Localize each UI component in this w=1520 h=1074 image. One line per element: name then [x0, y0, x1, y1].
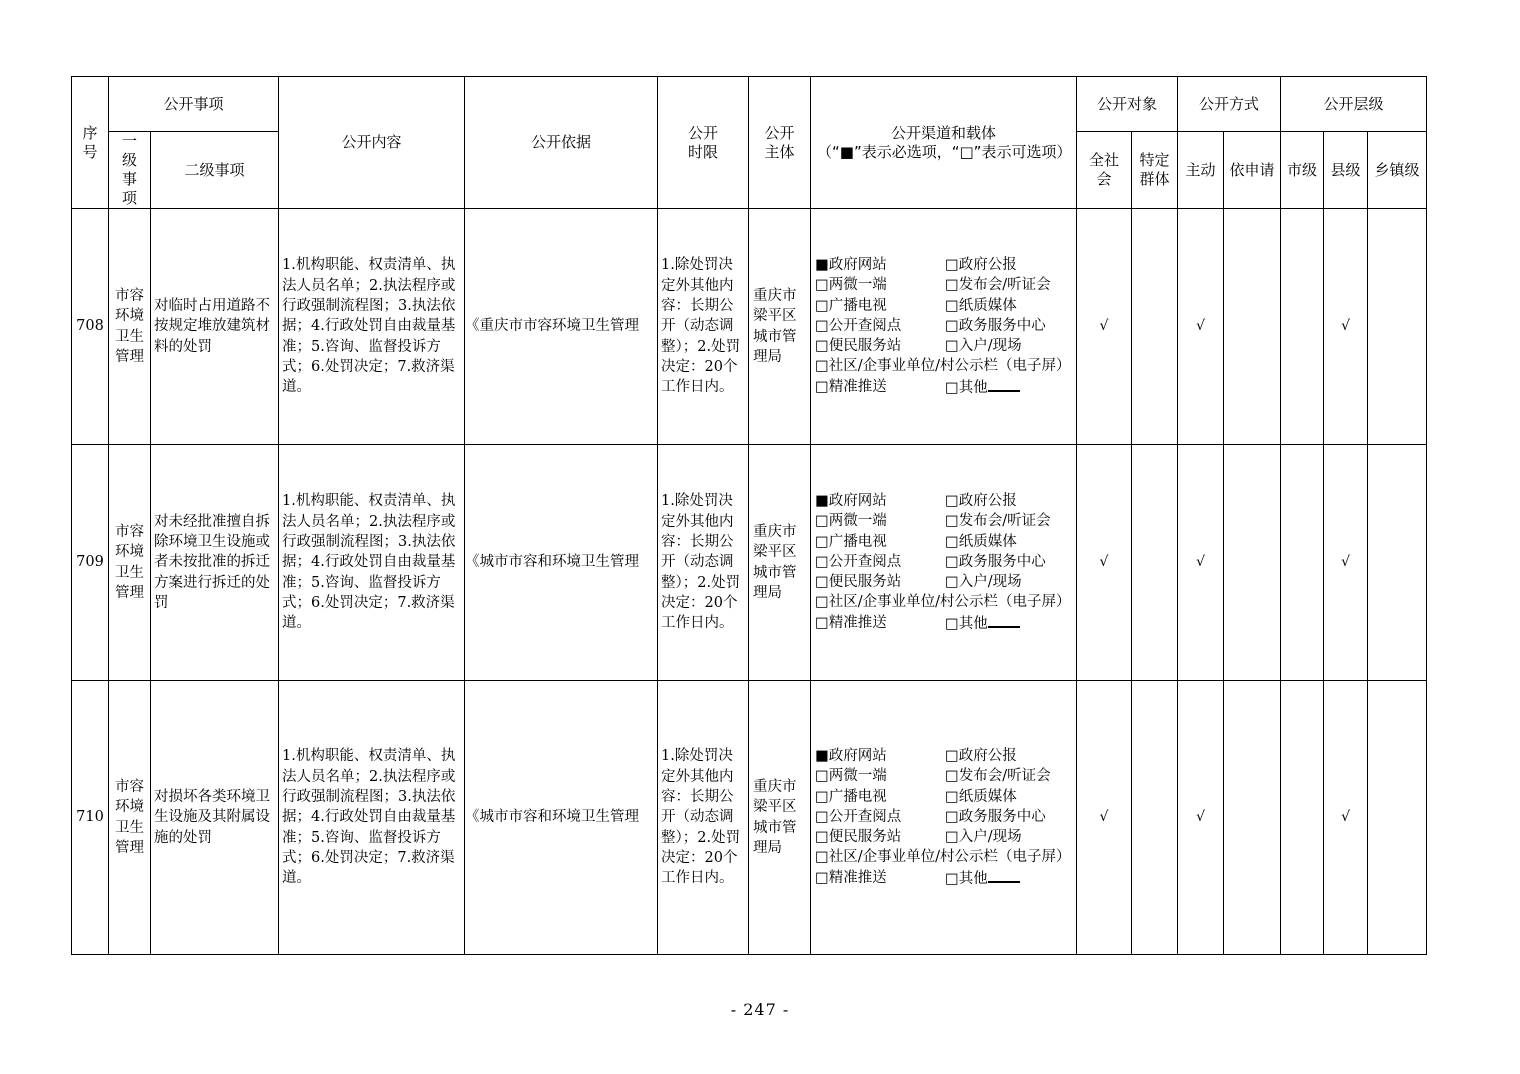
row-level1: 市容环境卫生管理	[109, 681, 151, 955]
row-seq: 710	[72, 681, 109, 955]
header-subject: 公开主体	[749, 77, 811, 209]
channel-gov-site: ■政府网站	[815, 256, 887, 273]
row-target-specific	[1132, 445, 1178, 681]
row-level2: 对未经批准擅自拆除环境卫生设施或者未按批准的拆迁方案进行拆迁的处罚	[151, 445, 279, 681]
channel-broadcast: □广播电视	[815, 297, 887, 314]
row-level2: 对损坏各类环境卫生设施及其附属设施的处罚	[151, 681, 279, 955]
channel-push: □精准推送	[815, 378, 887, 395]
channel-community: □社区/企事业单位/村公示栏（电子屏）	[815, 849, 1071, 866]
header-level: 公开层级	[1281, 77, 1427, 132]
channel-door: □入户/现场	[945, 829, 1022, 846]
row-target-all: √	[1077, 209, 1132, 445]
channel-other: □其他	[945, 870, 988, 887]
header-mode: 公开方式	[1178, 77, 1281, 132]
channel-reading: □公开查阅点	[815, 317, 902, 334]
row-channels	[811, 681, 1077, 955]
channel-press: □发布会/听证会	[945, 768, 1051, 785]
channel-convenience: □便民服务站	[815, 829, 902, 846]
channel-gov-bulletin: □政府公报	[945, 747, 1017, 764]
channel-broadcast: □广播电视	[815, 788, 887, 805]
channel-gov-site: ■政府网站	[815, 492, 887, 509]
row-time-limit: 1.除处罚决定外其他内容：长期公开（动态调整）；2.处罚决定：20个工作日内。	[658, 445, 749, 681]
header-target-specific: 特定群体	[1132, 132, 1178, 209]
row-mode-request	[1224, 681, 1281, 955]
channel-paper: □纸质媒体	[945, 533, 1017, 550]
row-content: 1.机构职能、权责清单、执法人员名单；2.执法程序或行政强制流程图；3.执法依据；4.行政处罚自由裁量基准；5.咨询、监督投诉方式；6.处罚决定；7.救济渠道。	[279, 209, 465, 445]
row-seq: 708	[72, 209, 109, 445]
table-row	[72, 445, 1427, 681]
row-level-county: √	[1324, 209, 1368, 445]
row-time-limit: 1.除处罚决定外其他内容：长期公开（动态调整）；2.处罚决定：20个工作日内。	[658, 681, 749, 955]
channel-convenience: □便民服务站	[815, 338, 902, 355]
header-level-county: 县级	[1324, 132, 1368, 209]
channel-two-micro: □两微一端	[815, 277, 887, 294]
channel-note: （“■”表示必选项，“□”表示可选项）	[817, 142, 1072, 161]
row-mode-active: √	[1178, 209, 1224, 445]
header-time-limit: 公开时限	[658, 77, 749, 209]
channel-title: 公开渠道和载体	[891, 123, 997, 142]
row-level-town	[1368, 681, 1427, 955]
channel-reading: □公开查阅点	[815, 808, 902, 825]
table-row	[72, 681, 1427, 955]
table-row	[72, 209, 1427, 445]
header-level-city: 市级	[1281, 132, 1324, 209]
channel-gov-bulletin: □政府公报	[945, 256, 1017, 273]
row-level1: 市容环境卫生管理	[109, 209, 151, 445]
row-level2: 对临时占用道路不按规定堆放建筑材料的处罚	[151, 209, 279, 445]
row-time-limit: 1.除处罚决定外其他内容：长期公开（动态调整）；2.处罚决定：20个工作日内。	[658, 209, 749, 445]
row-channels	[811, 445, 1077, 681]
channel-service-center: □政务服务中心	[945, 808, 1046, 825]
row-subject: 重庆市梁平区城市管理局	[749, 209, 811, 445]
header-level2: 二级事项	[151, 132, 279, 209]
row-level-county: √	[1324, 445, 1368, 681]
blank-underline	[988, 377, 1020, 392]
row-level-city	[1281, 681, 1324, 955]
row-seq: 709	[72, 445, 109, 681]
header-target-all: 全社会	[1077, 132, 1132, 209]
channel-community: □社区/企事业单位/村公示栏（电子屏）	[815, 358, 1071, 375]
row-basis: 《城市市容和环境卫生管理	[465, 681, 658, 955]
row-target-all: √	[1077, 445, 1132, 681]
channel-broadcast: □广播电视	[815, 533, 887, 550]
header-mode-active: 主动	[1178, 132, 1224, 209]
row-level-town	[1368, 209, 1427, 445]
header-content: 公开内容	[279, 77, 465, 209]
row-content: 1.机构职能、权责清单、执法人员名单；2.执法程序或行政强制流程图；3.执法依据；4.行政处罚自由裁量基准；5.咨询、监督投诉方式；6.处罚决定；7.救济渠道。	[279, 445, 465, 681]
channel-two-micro: □两微一端	[815, 768, 887, 785]
header-channel	[811, 77, 1077, 209]
row-basis: 《城市市容和环境卫生管理	[465, 445, 658, 681]
row-mode-active: √	[1178, 681, 1224, 955]
channel-paper: □纸质媒体	[945, 297, 1017, 314]
header-public-items: 公开事项	[109, 77, 279, 132]
channel-service-center: □政务服务中心	[945, 553, 1046, 570]
header-level1: 一级事项	[109, 132, 151, 209]
channel-reading: □公开查阅点	[815, 553, 902, 570]
row-level-city	[1281, 209, 1324, 445]
channel-door: □入户/现场	[945, 574, 1022, 591]
channel-gov-bulletin: □政府公报	[945, 492, 1017, 509]
header-level-town: 乡镇级	[1368, 132, 1427, 209]
disclosure-table	[71, 76, 1427, 955]
channel-push: □精准推送	[815, 614, 887, 631]
row-level1: 市容环境卫生管理	[109, 445, 151, 681]
channel-two-micro: □两微一端	[815, 513, 887, 530]
channel-convenience: □便民服务站	[815, 574, 902, 591]
row-mode-active: √	[1178, 445, 1224, 681]
channel-press: □发布会/听证会	[945, 513, 1051, 530]
row-level-city	[1281, 445, 1324, 681]
channel-gov-site: ■政府网站	[815, 747, 887, 764]
channel-community: □社区/企事业单位/村公示栏（电子屏）	[815, 594, 1071, 611]
blank-underline	[988, 613, 1020, 628]
header-target: 公开对象	[1077, 77, 1178, 132]
row-level-county: √	[1324, 681, 1368, 955]
channel-press: □发布会/听证会	[945, 277, 1051, 294]
row-basis: 《重庆市市容环境卫生管理	[465, 209, 658, 445]
page-number: - 247 -	[730, 1000, 790, 1019]
row-subject: 重庆市梁平区城市管理局	[749, 445, 811, 681]
channel-door: □入户/现场	[945, 338, 1022, 355]
header-mode-request: 依申请	[1224, 132, 1281, 209]
channel-service-center: □政务服务中心	[945, 317, 1046, 334]
blank-underline	[988, 868, 1020, 883]
row-content: 1.机构职能、权责清单、执法人员名单；2.执法程序或行政强制流程图；3.执法依据；4.行政处罚自由裁量基准；5.咨询、监督投诉方式；6.处罚决定；7.救济渠道。	[279, 681, 465, 955]
row-channels	[811, 209, 1077, 445]
row-target-specific	[1132, 681, 1178, 955]
channel-other: □其他	[945, 379, 988, 396]
header-basis: 公开依据	[465, 77, 658, 209]
header-seq: 序号	[72, 77, 109, 209]
channel-paper: □纸质媒体	[945, 788, 1017, 805]
row-mode-request	[1224, 445, 1281, 681]
row-mode-request	[1224, 209, 1281, 445]
row-subject: 重庆市梁平区城市管理局	[749, 681, 811, 955]
channel-push: □精准推送	[815, 869, 887, 886]
row-level-town	[1368, 445, 1427, 681]
row-target-specific	[1132, 209, 1178, 445]
row-target-all: √	[1077, 681, 1132, 955]
channel-other: □其他	[945, 615, 988, 632]
